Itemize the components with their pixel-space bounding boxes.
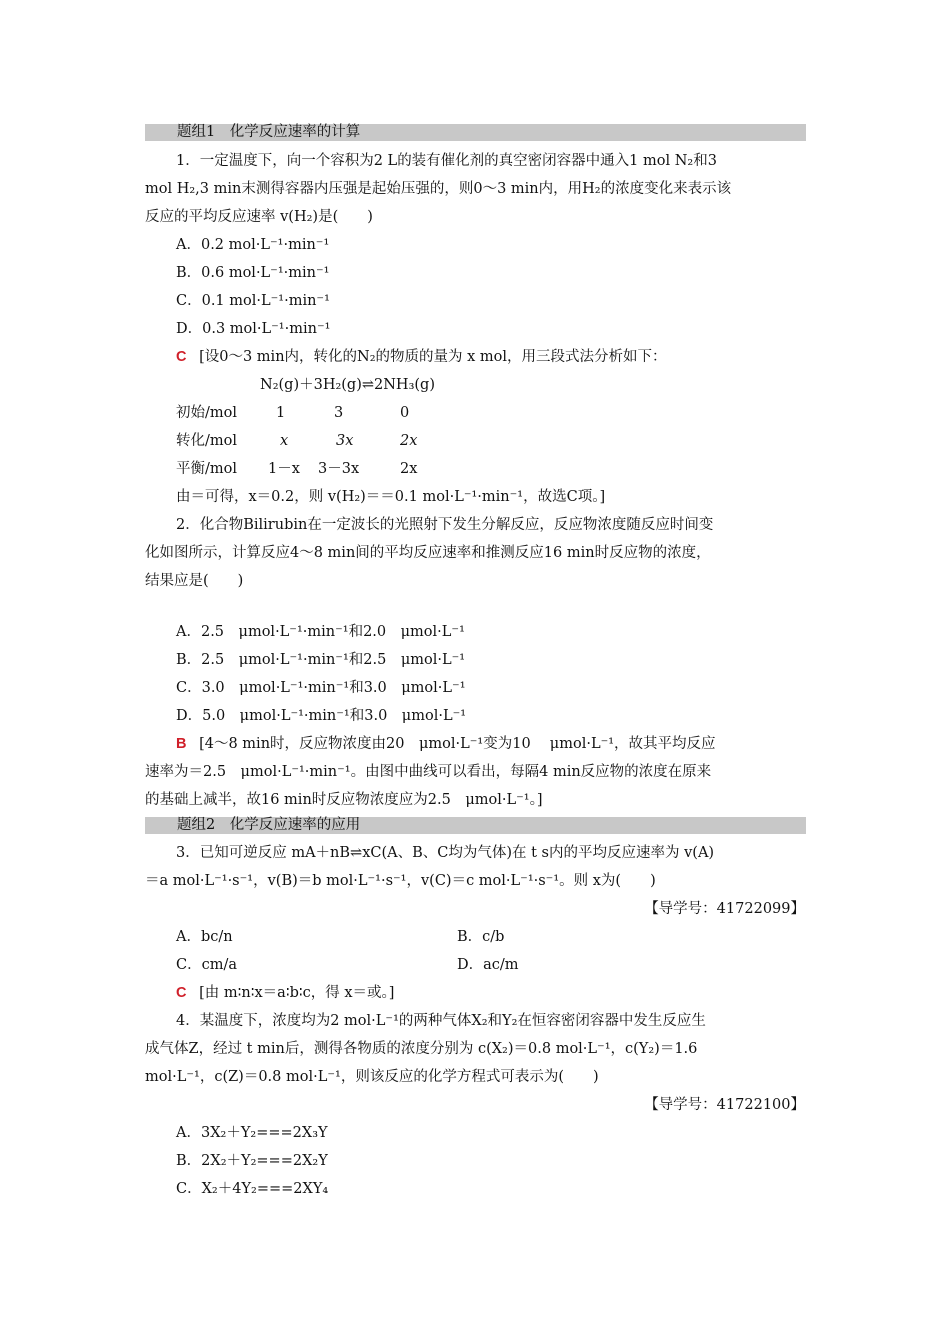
q2-stem-line3: 结果应是( ): [145, 573, 244, 589]
q4-option-b: B．2X₂＋Y₂===2X₂Y: [176, 1153, 328, 1169]
q2-option-a: A．2.5 μmol·L⁻¹·min⁻¹和2.0 μmol·L⁻¹: [176, 624, 465, 640]
q1-option-a: A．0.2 mol·L⁻¹·min⁻¹: [176, 237, 330, 253]
q1-analysis-line1: [176, 347, 667, 367]
table-cell: 0: [400, 405, 410, 421]
q3-answer: C: [176, 985, 187, 1001]
q3-stem-line1: 3．已知可逆反应 mA＋nB⇌xC(A、B、C均为气体)在 t s内的平均反应速率为 v(A): [176, 845, 715, 861]
q4-stem-line3: mol·L⁻¹，c(Z)＝0.8 mol·L⁻¹，则该反应的化学方程式可表示为( ): [145, 1069, 599, 1085]
q1-option-b: B．0.6 mol·L⁻¹·min⁻¹: [176, 265, 330, 281]
q3-option-b: B．c/b: [457, 929, 505, 945]
q1-stem-line1: 1．一定温度下，向一个容积为2 L的装有催化剂的真空密闭容器中通入1 mol N₂和3: [176, 153, 717, 169]
q1-table-row-initial: [176, 403, 409, 423]
group1-header: 题组1 化学反应速率的计算: [145, 124, 806, 141]
table-cell: x: [280, 433, 289, 449]
q2-option-b: B．2.5 μmol·L⁻¹·min⁻¹和2.5 μmol·L⁻¹: [176, 652, 466, 668]
q4-option-a: A．3X₂＋Y₂===2X₃Y: [176, 1125, 328, 1141]
q4-option-c: C．X₂＋4Y₂===2XY₄: [176, 1181, 329, 1197]
q1-answer: C: [176, 349, 187, 365]
table-cell: 平衡/mol: [176, 461, 238, 477]
table-cell: 2x: [400, 461, 418, 477]
q3-analysis: [176, 983, 394, 1003]
q2-analysis-line1: [176, 734, 716, 754]
q4-stem-line2: 成气体Z，经过 t min后，测得各物质的浓度分别为 c(X₂)＝0.8 mol·L⁻¹，c(Y₂)＝1.6: [145, 1041, 698, 1057]
table-cell: 3: [334, 405, 344, 421]
q2-option-c: C．3.0 μmol·L⁻¹·min⁻¹和3.0 μmol·L⁻¹: [176, 680, 466, 696]
q2-analysis-line3: 的基础上减半，故16 min时反应物浓度应为2.5 μmol·L⁻¹。]: [145, 792, 543, 808]
q2-stem-line1: 2．化合物Bilirubin在一定波长的光照射下发生分解反应，反应物浓度随反应时间变: [176, 517, 714, 533]
q1-analysis-end: 由＝可得，x＝0.2，则 v(H₂)＝＝0.1 mol·L⁻¹·min⁻¹，故选C项。]: [176, 489, 606, 505]
q1-equation: N₂(g)＋3H₂(g)⇌2NH₃(g): [260, 377, 435, 393]
group2-header: 题组2 化学反应速率的应用: [145, 817, 806, 834]
q1-stem-line2: mol H₂,3 min末测得容器内压强是起始压强的，则0～3 min内，用H₂的浓度变化来表示该: [145, 181, 732, 197]
table-cell: 1－x: [268, 461, 300, 477]
q1-option-c: C．0.1 mol·L⁻¹·min⁻¹: [176, 293, 330, 309]
table-cell: 初始/mol: [176, 405, 238, 421]
q4-guide-number: 【导学号：41722100】: [644, 1097, 805, 1113]
q1-stem-line3: 反应的平均反应速率 v(H₂)是( ): [145, 209, 373, 225]
q4-stem-line1: 4．某温度下，浓度均为2 mol·L⁻¹的两种气体X₂和Y₂在恒容密闭容器中发生反应生: [176, 1013, 706, 1029]
q2-stem-line2: 化如图所示，计算反应4～8 min间的平均反应速率和推测反应16 min时反应物的浓度，: [145, 545, 711, 561]
table-cell: 1: [276, 405, 286, 421]
q1-option-d: D．0.3 mol·L⁻¹·min⁻¹: [176, 321, 331, 337]
table-cell: 3－3x: [318, 461, 360, 477]
q2-answer: B: [176, 736, 187, 752]
q3-option-a: A．bc/n: [176, 929, 233, 945]
q1-table-row-equilibrium: [176, 459, 417, 479]
q2-analysis-line2: 速率为＝2.5 μmol·L⁻¹·min⁻¹。由图中曲线可以看出，每隔4 min反应物的浓度在原来: [145, 764, 712, 780]
table-cell: 转化/mol: [176, 433, 238, 449]
table-cell: 2x: [400, 433, 418, 449]
table-cell: 3x: [336, 433, 354, 449]
q3-guide-number: 【导学号：41722099】: [644, 901, 805, 917]
q1-analysis-text: [设0～3 min内，转化的N₂的物质的量为 x mol，用三段式法分析如下：: [199, 349, 667, 365]
q1-table-row-change: [176, 431, 417, 451]
q2-option-d: D．5.0 μmol·L⁻¹·min⁻¹和3.0 μmol·L⁻¹: [176, 708, 467, 724]
q3-option-c: C．cm/a: [176, 957, 237, 973]
q3-option-d: D．ac/m: [457, 957, 519, 973]
q3-stem-line2: ＝a mol·L⁻¹·s⁻¹，v(B)＝b mol·L⁻¹·s⁻¹，v(C)＝c mol·L⁻¹·s⁻¹。则 x为( ): [145, 873, 656, 889]
q3-analysis-text: [由 m∶n∶x＝a∶b∶c，得 x＝或。]: [199, 985, 395, 1001]
q2-analysis-text: [4～8 min时，反应物浓度由20 μmol·L⁻¹变为10 μmol·L⁻¹，故其平均反应: [199, 736, 716, 752]
